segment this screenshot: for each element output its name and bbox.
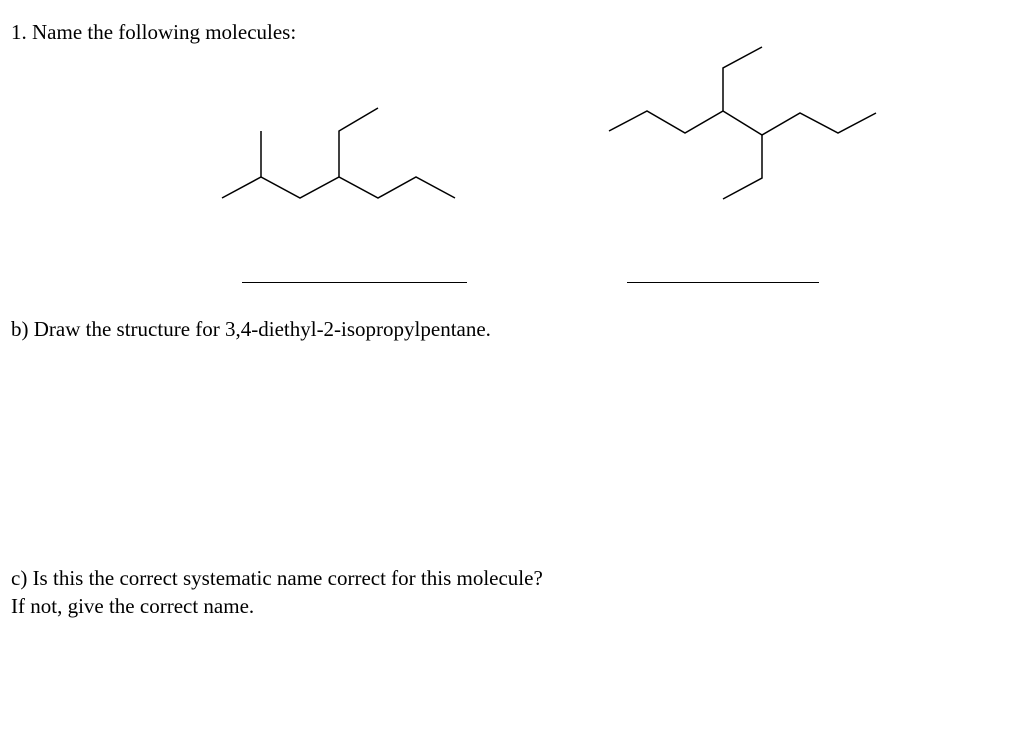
answer-line-molecule-2[interactable]	[627, 282, 819, 283]
question-1-prompt: 1. Name the following molecules:	[11, 20, 297, 44]
molecule-2-upper-ethyl-branch	[723, 47, 762, 111]
molecule-2-main-chain	[609, 111, 876, 135]
question-c-prompt-line-2: If not, give the correct name.	[11, 594, 255, 618]
question-c-prompt-line-1: c) Is this the correct systematic name correct for this molecule?	[11, 566, 543, 590]
molecule-2-lower-ethyl-branch	[723, 135, 762, 199]
answer-line-molecule-1[interactable]	[242, 282, 467, 283]
question-b-prompt: b) Draw the structure for 3,4-diethyl-2-isopropylpentane.	[11, 317, 491, 341]
